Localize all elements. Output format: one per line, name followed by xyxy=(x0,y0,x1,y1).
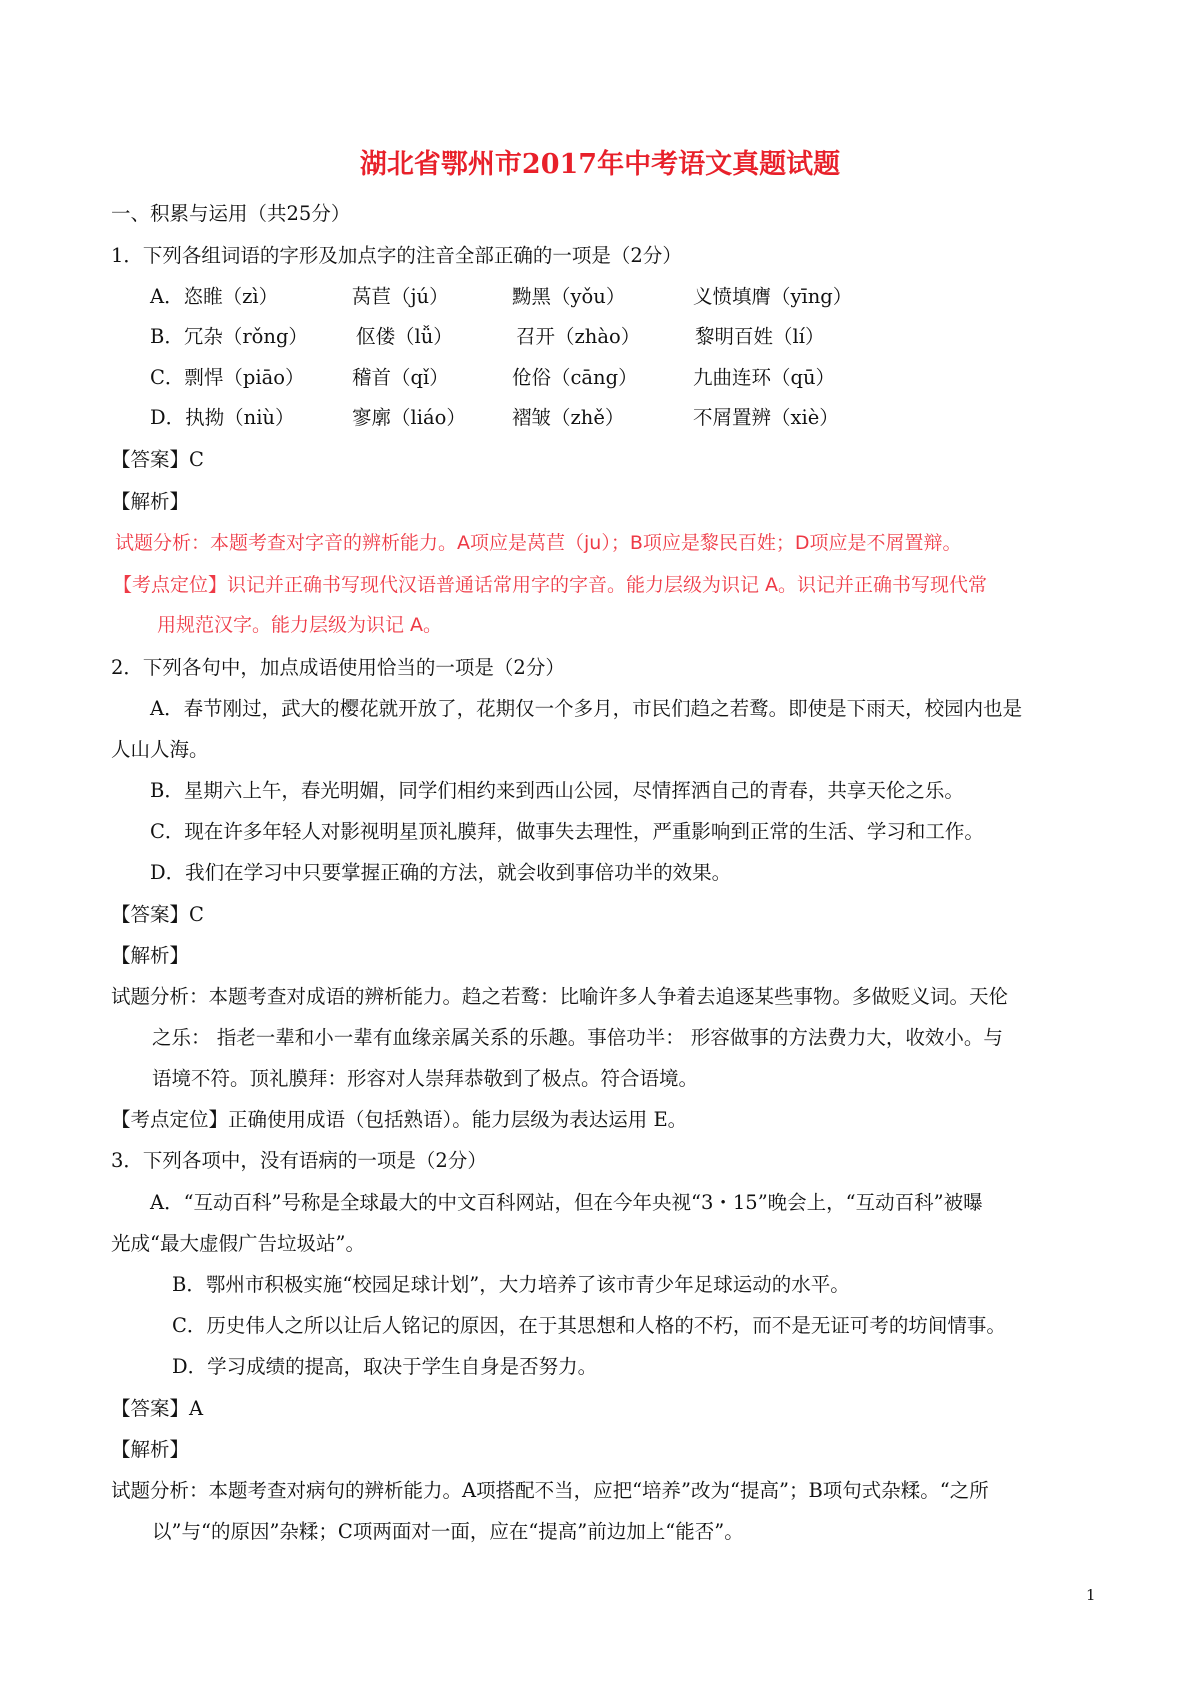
q1-option-b-item-3: 召开（zhào） xyxy=(516,325,641,348)
q3-analysis-heading: 【解析】 xyxy=(111,1438,190,1461)
q3-option-c: C．历史伟人之所以让后人铭记的原因，在于其思想和人格的不朽，而不是无证可考的坊间情事。 xyxy=(172,1314,1006,1337)
q1-analysis: 试题分析：本题考查对字音的辨析能力。A项应是莴苣（ju）；B项应是黎民百姓；D项应是不屑置辩。 xyxy=(115,532,962,554)
q1-option-c-item-3: 伧俗（cāng） xyxy=(512,366,638,389)
q1-option-d-item-3: 褶皱（zhě） xyxy=(512,406,625,429)
q1-key-point-line-2: 用规范汉字。能力层级为识记 A。 xyxy=(157,614,443,636)
question-2-stem: 2．下列各句中，加点成语使用恰当的一项是（2分） xyxy=(111,656,565,679)
section-heading: 一、积累与运用（共25分） xyxy=(111,202,351,225)
q1-option-b-item-1: B．冗杂（rǒng） xyxy=(150,325,308,348)
q2-option-c: C．现在许多年轻人对影视明星顶礼膜拜，做事失去理性，严重影响到正常的生活、学习和工作。 xyxy=(150,820,984,843)
q2-option-d: D．我们在学习中只要掌握正确的方法，就会收到事倍功半的效果。 xyxy=(150,861,732,884)
question-1-stem: 1．下列各组词语的字形及加点字的注音全部正确的一项是（2分） xyxy=(111,244,682,267)
q1-option-a-item-2: 莴苣（jú） xyxy=(352,285,449,308)
q1-option-c-item-2: 稽首（qǐ） xyxy=(352,366,449,389)
q2-option-a-line-2: 人山人海。 xyxy=(111,738,209,761)
q1-option-c-item-4: 九曲连环（qū） xyxy=(693,366,836,389)
q1-option-b-item-2: 伛偻（lǚ） xyxy=(356,325,453,348)
q1-analysis-heading: 【解析】 xyxy=(111,490,190,513)
q2-key-point: 【考点定位】正确使用成语（包括熟语）。能力层级为表达运用 E。 xyxy=(111,1108,688,1131)
q2-option-a-line-1: A．春节刚过，武大的樱花就开放了，花期仅一个多月，市民们趋之若鹜。即使是下雨天，校园内也是 xyxy=(150,697,1023,720)
page-title: 湖北省鄂州市2017年中考语文真题试题 xyxy=(359,149,841,180)
q1-option-d-item-1: D．执拗（niù） xyxy=(150,406,295,429)
q2-analysis-heading: 【解析】 xyxy=(111,944,190,967)
q3-analysis-line-1: 试题分析：本题考查对病句的辨析能力。A项搭配不当，应把“培养”改为“提高”；B项句式杂糅。“之所 xyxy=(111,1479,989,1502)
q3-option-b: B．鄂州市积极实施“校园足球计划”，大力培养了该市青少年足球运动的水平。 xyxy=(172,1273,850,1296)
q2-analysis-line-2: 之乐： 指老一辈和小一辈有血缘亲属关系的乐趣。事倍功半： 形容做事的方法费力大，收效小。与 xyxy=(152,1026,1003,1049)
q2-answer: 【答案】C xyxy=(111,903,204,926)
q2-option-b: B．星期六上午，春光明媚，同学们相约来到西山公园，尽情挥洒自己的青春，共享天伦之乐。 xyxy=(150,779,964,802)
q1-option-b-item-4: 黎明百姓（lí） xyxy=(695,325,825,348)
q3-option-a-line-2: 光成“最大虚假广告垃圾站”。 xyxy=(111,1232,365,1255)
q2-analysis-line-1: 试题分析：本题考查对成语的辨析能力。趋之若鹜：比喻许多人争着去追逐某些事物。多做贬义词。天伦 xyxy=(111,985,1009,1008)
q3-analysis-line-2: 以”与“的原因”杂糅；C项两面对一面，应在“提高”前边加上“能否”。 xyxy=(152,1520,744,1543)
q1-key-point-line-1: 【考点定位】识记并正确书写现代汉语普通话常用字的字音。能力层级为识记 A。识记并正确书写现代常 xyxy=(113,574,988,596)
q1-option-c-item-1: C．剽悍（piāo） xyxy=(150,366,305,389)
q1-option-a-item-1: A．恣睢（zì） xyxy=(150,285,279,308)
q1-option-a-item-3: 黝黑（yǒu） xyxy=(512,285,626,308)
q1-option-d-item-4: 不屑置辨（xiè） xyxy=(693,406,839,429)
q3-option-d: D．学习成绩的提高，取决于学生自身是否努力。 xyxy=(172,1355,598,1378)
q2-analysis-line-3: 语境不符。顶礼膜拜：形容对人崇拜恭敬到了极点。符合语境。 xyxy=(152,1067,699,1090)
q3-answer: 【答案】A xyxy=(111,1397,204,1420)
q1-answer: 【答案】C xyxy=(111,448,204,471)
q1-option-d-item-2: 寥廓（liáo） xyxy=(352,406,466,429)
q1-option-a-item-4: 义愤填膺（yīng） xyxy=(693,285,853,308)
page-number: 1 xyxy=(1086,1586,1096,1604)
question-3-stem: 3．下列各项中，没有语病的一项是（2分） xyxy=(111,1149,487,1172)
q3-option-a-line-1: A．“互动百科”号称是全球最大的中文百科网站，但在今年央视“3・15”晚会上，“互动百科”被曝 xyxy=(150,1191,983,1214)
